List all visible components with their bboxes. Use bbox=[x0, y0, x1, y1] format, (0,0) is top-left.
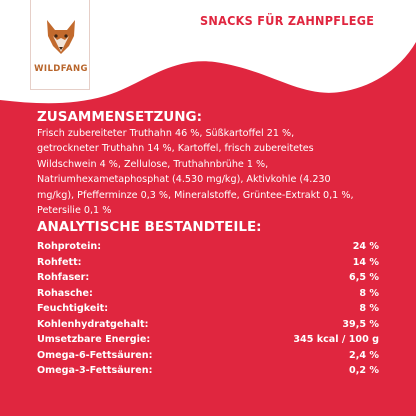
row-label: Omega-6-Fettsäuren: bbox=[37, 349, 153, 361]
row-label: Rohasche: bbox=[37, 287, 93, 299]
row-label: Rohprotein: bbox=[37, 241, 102, 253]
row-value: 39,5 % bbox=[342, 318, 379, 330]
product-info bbox=[37, 109, 379, 379]
composition-line: Frisch zubereiteter Truthahn 46 %, Süßkartoffel 21 %, bbox=[37, 128, 295, 139]
table-row bbox=[37, 286, 379, 302]
table-row bbox=[37, 270, 379, 286]
brand-name: WILDFANG bbox=[34, 64, 88, 74]
composition-heading: ZUSAMMENSETZUNG: bbox=[37, 109, 202, 125]
table-row bbox=[37, 301, 379, 317]
row-value: 345 kcal / 100 g bbox=[293, 334, 379, 346]
row-label: Rohfett: bbox=[37, 256, 82, 268]
brand-logo bbox=[30, 0, 90, 90]
analysis-heading: ANALYTISCHE BESTANDTEILE: bbox=[37, 219, 262, 236]
row-value: 14 % bbox=[352, 256, 379, 268]
row-label: Kohlenhydratgehalt: bbox=[37, 318, 149, 330]
row-value: 2,4 % bbox=[349, 349, 379, 361]
row-label: Feuchtigkeit: bbox=[37, 303, 109, 315]
table-row bbox=[37, 317, 379, 333]
table-row bbox=[37, 332, 379, 348]
fox-head-icon bbox=[43, 18, 79, 58]
composition-text bbox=[37, 126, 379, 218]
row-value: 8 % bbox=[359, 303, 379, 315]
composition-line: Petersilie 0,1 % bbox=[37, 205, 112, 217]
composition-line: mg/kg), Pfefferminze 0,3 %, Mineralstoffe, Grüntee-Extrakt 0,1 %, bbox=[37, 189, 354, 201]
row-value: 0,2 % bbox=[349, 365, 379, 377]
row-value: 8 % bbox=[359, 287, 379, 299]
composition-line: Natriumhexametaphosphat (4.530 mg/kg), Aktivkohle (4.230 bbox=[37, 174, 331, 186]
composition-line: Wildschwein 4 %, Zellulose, Truthahnbrühe 1 %, bbox=[37, 158, 269, 170]
table-row bbox=[37, 255, 379, 271]
row-value: 6,5 % bbox=[349, 272, 379, 284]
row-label: Umsetzbare Energie: bbox=[37, 334, 151, 346]
table-row bbox=[37, 239, 379, 255]
analysis-table bbox=[37, 239, 379, 379]
row-label: Omega-3-Fettsäuren: bbox=[37, 365, 153, 377]
row-label: Rohfaser: bbox=[37, 272, 90, 284]
table-row bbox=[37, 363, 379, 379]
composition-line: getrockneter Truthahn 14 %, Kartoffel, frisch zubereitetes bbox=[37, 143, 314, 155]
row-value: 24 % bbox=[352, 241, 379, 253]
table-row bbox=[37, 348, 379, 364]
product-tagline: SNACKS FÜR ZAHNPFLEGE bbox=[200, 13, 375, 28]
